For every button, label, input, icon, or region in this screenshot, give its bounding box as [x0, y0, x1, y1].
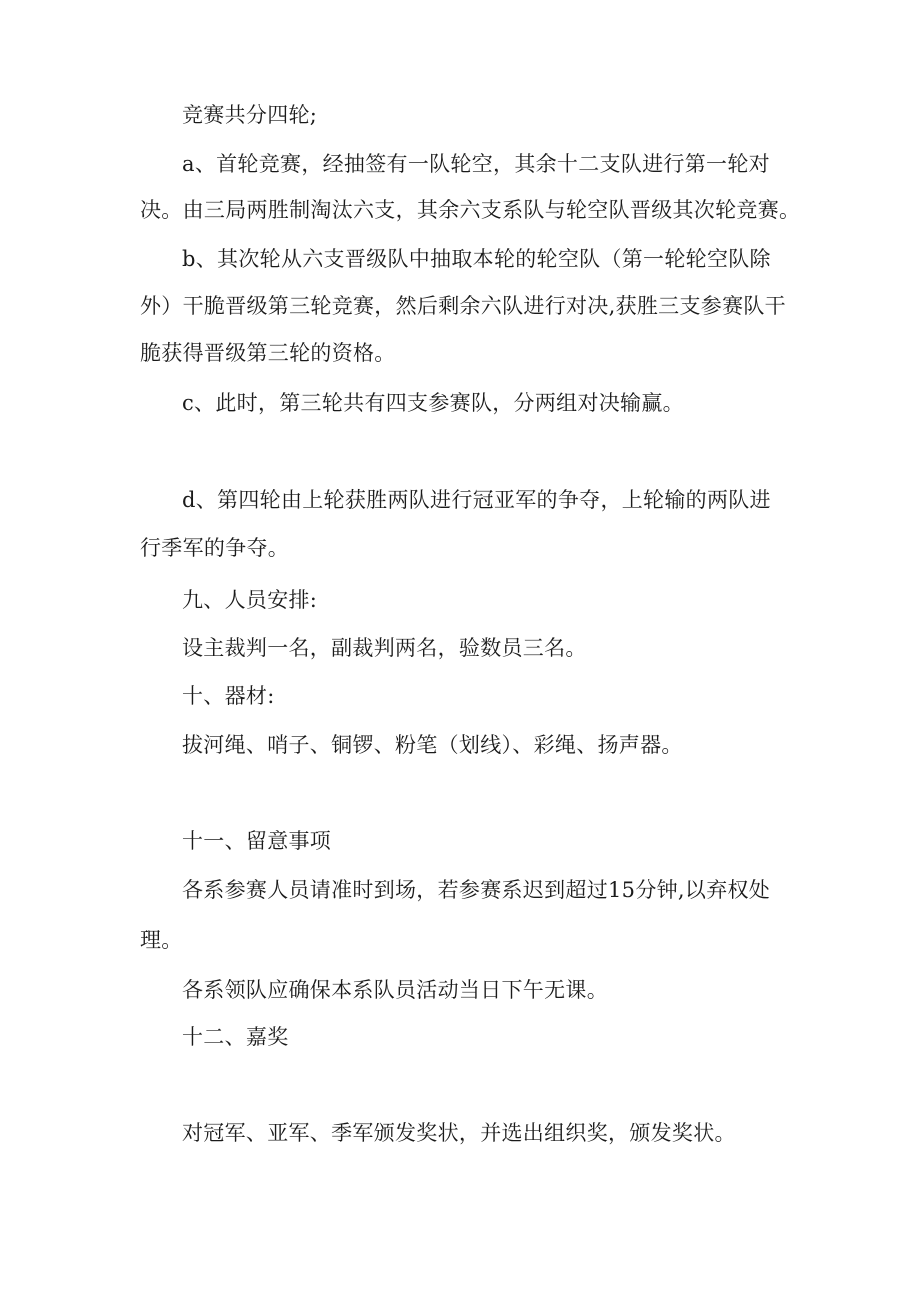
round-d-text-line-1: d、第四轮由上轮获胜两队进行冠亚军的争夺，上轮输的两队进 — [182, 488, 771, 512]
notes-text-2: 各系领队应确保本系队员活动当日下午无课。 — [182, 978, 608, 1002]
notes-text-1-line-2: 理。 — [140, 928, 183, 952]
round-b-text-line-3: 脆获得晋级第三轮的资格。 — [140, 341, 396, 365]
equipment-heading: 十、器材: — [182, 684, 275, 708]
round-a-text-line-1: a、首轮竞赛，经抽签有一队轮空，其余十二支队进行第一轮对 — [182, 152, 770, 176]
round-b-text-line-1: b、其次轮从六支晋级队中抽取本轮的轮空队（第一轮轮空队除 — [182, 247, 771, 271]
staff-text: 设主裁判一名，副裁判两名，验数员三名。 — [182, 636, 587, 660]
round-c-text-line-1: c、此时，第三轮共有四支参赛队，分两组对决输赢。 — [182, 391, 684, 415]
round-a-text-line-2: 决。由三局两胜制淘汰六支，其余六支系队与轮空队晋级其次轮竞赛。 — [140, 198, 801, 222]
notes-text-1-line-1: 各系参赛人员请准时到场，若参赛系迟到超过15分钟,以弃权处 — [182, 878, 771, 902]
awards-heading: 十二、嘉奖 — [182, 1025, 289, 1049]
rounds-intro-text: 竞赛共分四轮; — [182, 103, 318, 127]
awards-text: 对冠军、亚军、季军颁发奖状，并选出组织奖，颁发奖状。 — [182, 1121, 736, 1145]
round-d-text-line-2: 行季军的争夺。 — [140, 536, 290, 560]
equipment-text: 拔河绳、哨子、铜锣、粉笔（划线）、彩绳、扬声器。 — [182, 733, 683, 757]
staff-heading: 九、人员安排: — [182, 588, 318, 612]
round-b-text-line-2: 外）干脆晋级第三轮竞赛，然后剩余六队进行对决,获胜三支参赛队干 — [140, 294, 786, 318]
notes-heading: 十一、留意事项 — [182, 829, 332, 853]
